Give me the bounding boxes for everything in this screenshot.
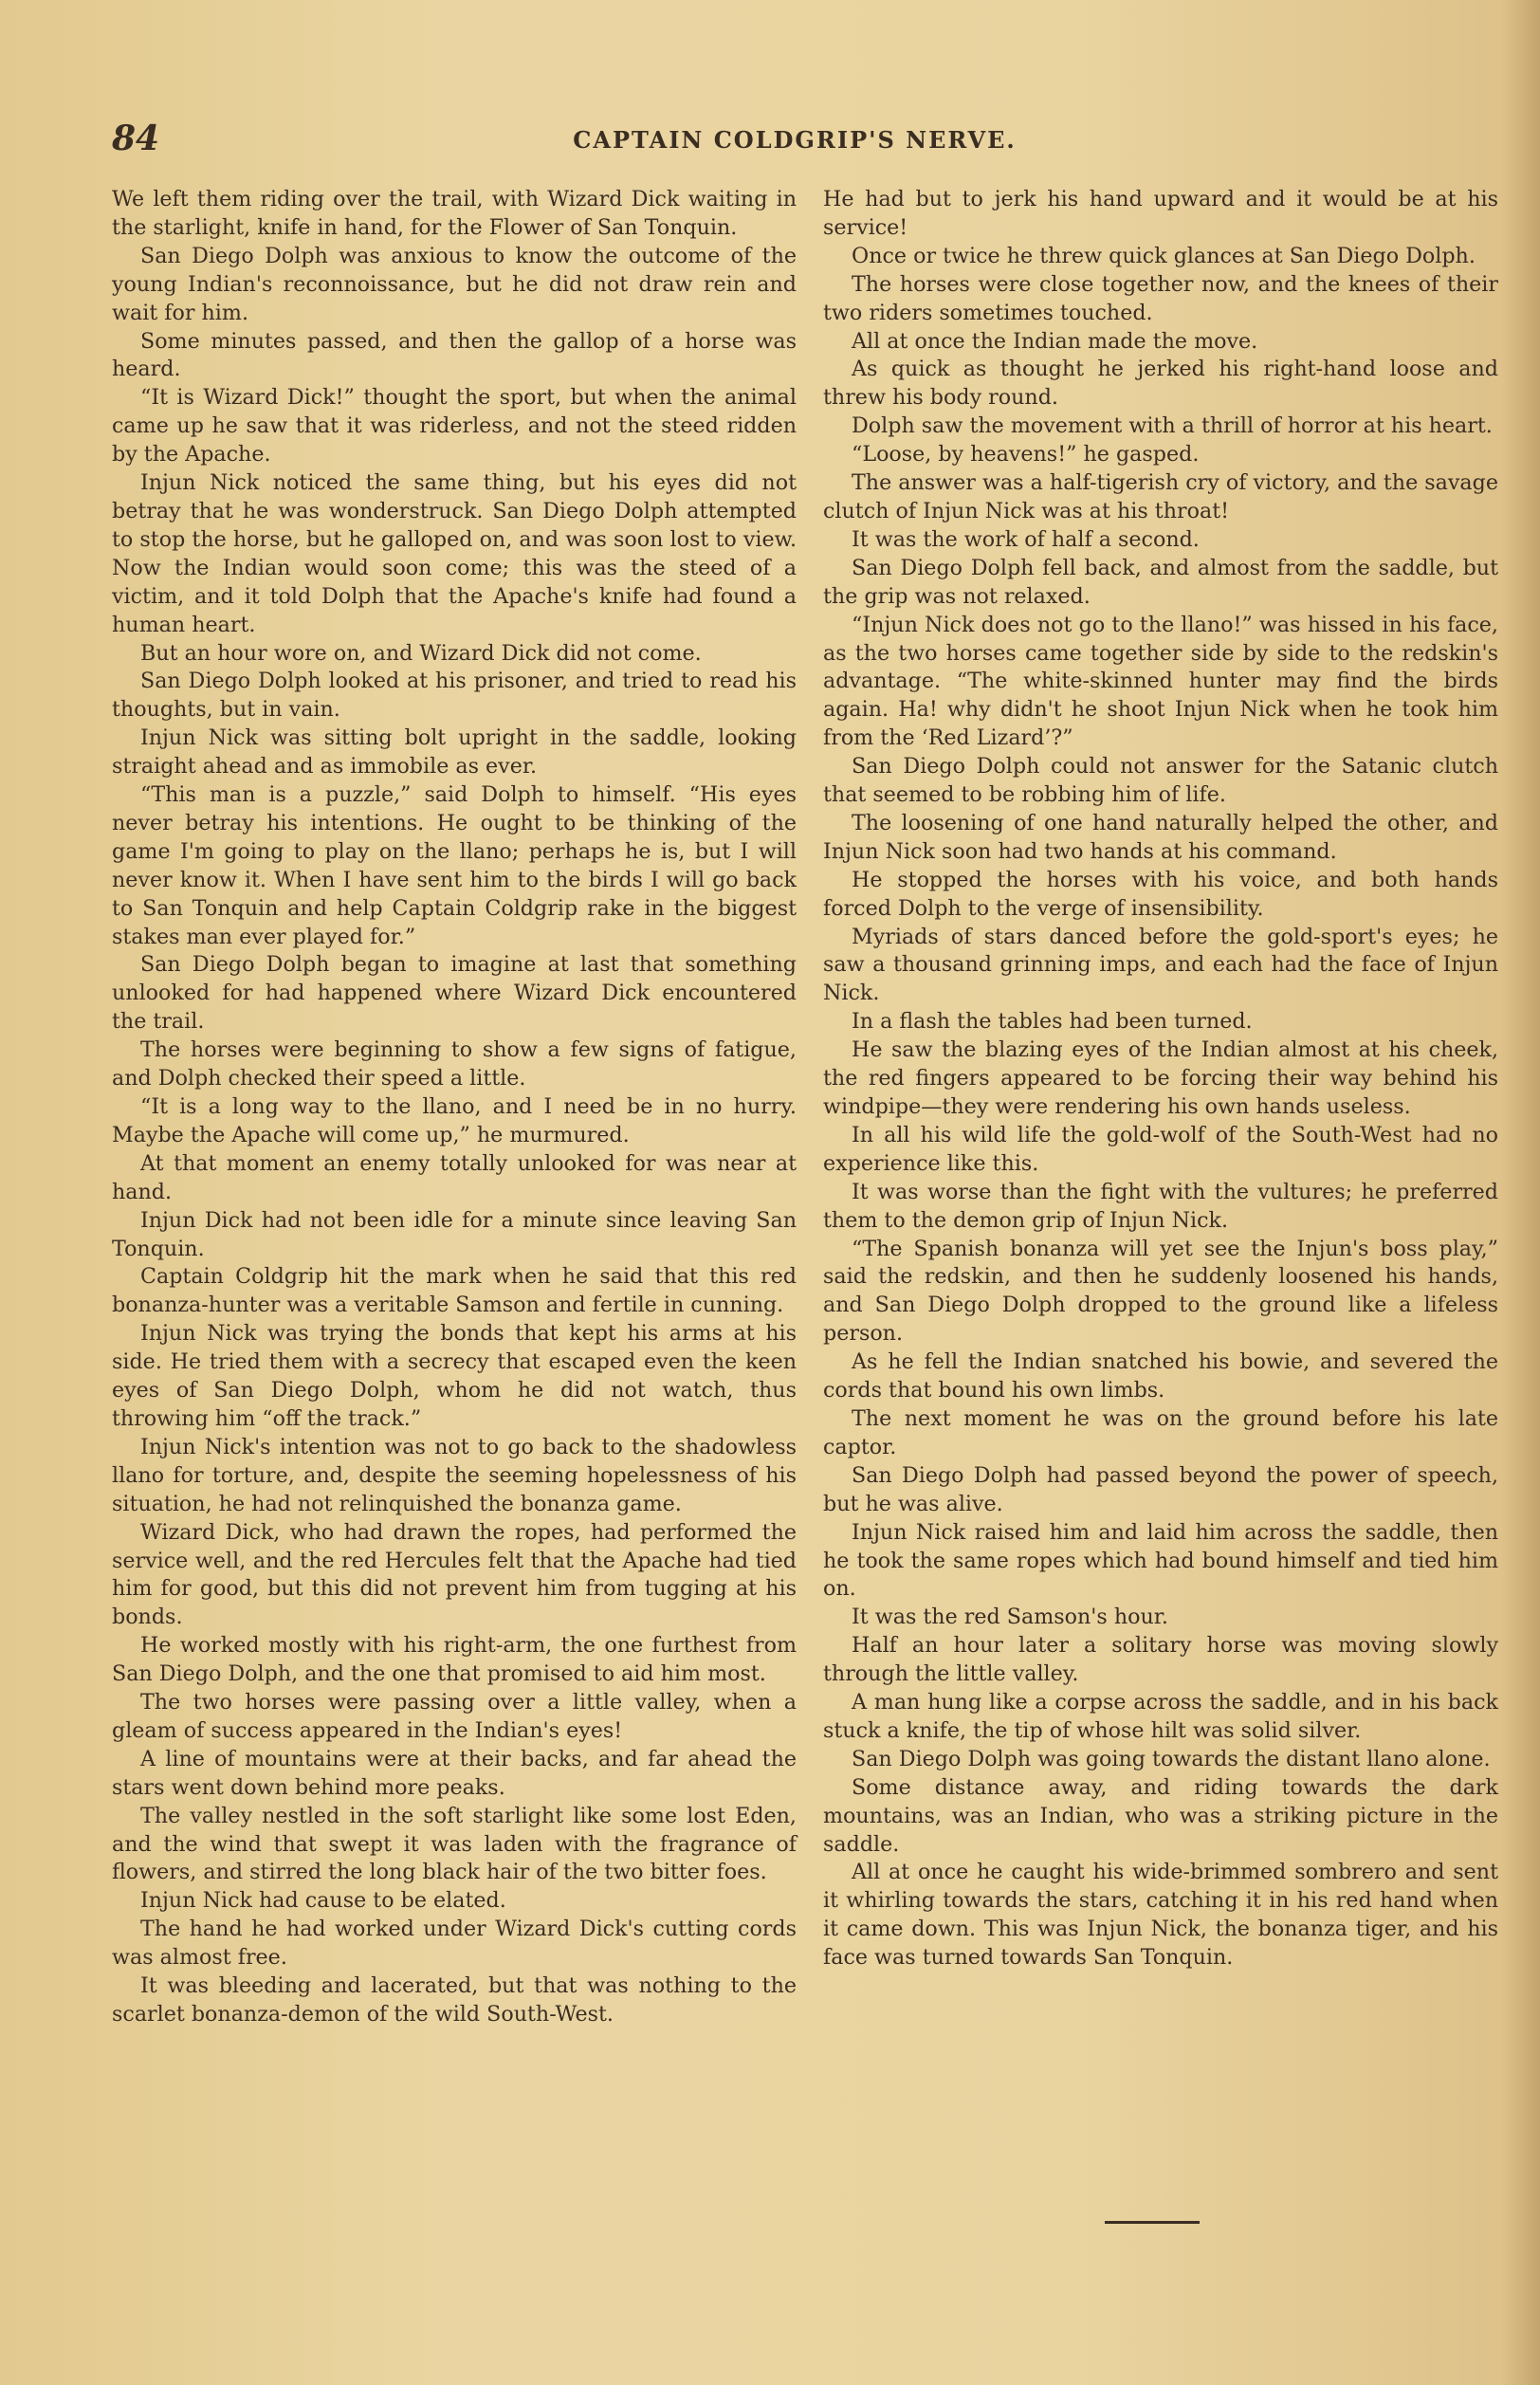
paragraph: It was the work of half a second. (852, 526, 1200, 552)
paragraph: He worked mostly with his right-arm, the one furthest from San Diego Dolph, and the one that promised to aid him most. (112, 1633, 797, 1687)
paragraph: At that moment an enemy totally unlooked for was near at hand. (112, 1150, 797, 1204)
paragraph: Once or twice he threw quick glances at San Diego Dolph. (852, 243, 1476, 268)
paragraph: Injun Nick's intention was not to go back to the shadowless llano for torture, and, despite the seeming hopelessness of his situation, he had not relinquished the bonanza game. (112, 1434, 797, 1516)
paragraph: Injun Nick raised him and laid him across the saddle, then he took the same ropes which had bound himself and tied him on. (823, 1519, 1498, 1602)
paragraph: San Diego Dolph looked at his prisoner, and tried to read his thoughts, but in vain. (112, 669, 797, 723)
paragraph: He had but to jerk his hand upward and it would be at his service! (823, 187, 1498, 240)
paragraph: As he fell the Indian snatched his bowie, and severed the cords that bound his own limbs. (823, 1349, 1498, 1403)
paragraph: A line of mountains were at their backs, and far ahead the stars went down behind more peaks. (112, 1746, 797, 1800)
paragraph: San Diego Dolph could not answer for the Satanic clutch that seemed to be robbing him of life. (823, 754, 1498, 808)
paragraph: “It is Wizard Dick!” thought the sport, but when the animal came up he saw that it was riderless, and not the steed ridden by the Apache. (112, 385, 797, 468)
paragraph: It was the red Samson's hour. (852, 1605, 1168, 1630)
paragraph: We left them riding over the trail, with Wizard Dick waiting in the starlight, knife in hand, for the Flower of San Tonquin. (112, 187, 797, 240)
paragraph: San Diego Dolph had passed beyond the power of speech, but he was alive. (823, 1462, 1498, 1516)
left-column (112, 186, 797, 2029)
paragraph: Captain Coldgrip hit the mark when he said that this red bonanza-hunter was a veritable Samson and fertile in cunning. (112, 1264, 797, 1318)
paragraph: Dolph saw the movement with a thrill of horror at his heart. (852, 413, 1493, 439)
paragraph: Myriads of stars danced before the gold-sport's eyes; he saw a thousand grinning imps, and each had the face of Injun Nick. (823, 924, 1498, 1006)
paragraph: “Injun Nick does not go to the llano!” was hissed in his face, as the two horses came together side by side to the redskin's advantage. “The white-skinned hunter may find the birds again. Ha! why didn't he shoot Injun Nick when he took him from the ‘Red Lizard’?” (823, 612, 1498, 751)
paragraph: As quick as thought he jerked his right-hand loose and threw his body round. (823, 357, 1498, 411)
paragraph: But an hour wore on, and Wizard Dick did not come. (140, 640, 702, 666)
paragraph: The valley nestled in the soft starlight like some lost Eden, and the wind that swept it was laden with the fragrance of flowers, and stirred the long black hair of the two bitter foes. (112, 1803, 797, 1885)
paragraph: The two horses were passing over a little valley, when a gleam of success appeared in the Indian's eyes! (112, 1690, 797, 1743)
end-rule (1105, 2221, 1200, 2224)
paragraph: He stopped the horses with his voice, and both hands forced Dolph to the verge of insensibility. (823, 867, 1498, 921)
paragraph: Some distance away, and riding towards the dark mountains, was an Indian, who was a striking picture in the saddle. (823, 1774, 1498, 1857)
paragraph: “The Spanish bonanza will yet see the Injun's boss play,” said the redskin, and then he suddenly loosened his hands, and San Diego Dolph dropped to the ground like a lifeless person. (823, 1236, 1498, 1347)
paragraph: “It is a long way to the llano, and I need be in no hurry. Maybe the Apache will come up,” he murmured. (112, 1094, 797, 1147)
paragraph: Wizard Dick, who had drawn the ropes, had performed the service well, and the red Hercules felt that the Apache had tied him for good, but this did not prevent him from tugging at his bonds. (112, 1519, 797, 1630)
paragraph: Half an hour later a solitary horse was moving slowly through the little valley. (823, 1633, 1498, 1687)
paragraph: The hand he had worked under Wizard Dick's cutting cords was almost free. (112, 1917, 797, 1971)
paragraph: The horses were close together now, and the knees of their two riders sometimes touched. (823, 271, 1498, 325)
paragraph: All at once he caught his wide-brimmed sombrero and sent it whirling towards the stars, catching it in his red hand when it came down. This was Injun Nick, the bonanza tiger, and his face was turned towards San Tonquin. (823, 1860, 1498, 1971)
paragraph: Injun Nick had cause to be elated. (140, 1888, 506, 1914)
page-number: 84 (112, 119, 160, 158)
paragraph: It was bleeding and lacerated, but that was nothing to the scarlet bonanza-demon of the wild South-West. (112, 1973, 797, 2027)
paragraph: San Diego Dolph was going towards the distant llano alone. (852, 1746, 1491, 1771)
paragraph: Injun Dick had not been idle for a minute since leaving San Tonquin. (112, 1207, 797, 1261)
paragraph: “This man is a puzzle,” said Dolph to himself. “His eyes never betray his intentions. He ought to be thinking of the game I'm going to play on the llano; perhaps he is, but I will never know it. When I have sent him to the birds I will go back to San Tonquin and help Captain Coldgrip rake in the biggest stakes man ever played for.” (112, 782, 797, 949)
paragraph: A man hung like a corpse across the saddle, and in his back stuck a knife, the tip of whose hilt was solid silver. (823, 1690, 1498, 1743)
paragraph: “Loose, by heavens!” he gasped. (852, 442, 1200, 468)
paragraph: It was worse than the fight with the vultures; he preferred them to the demon grip of Injun Nick. (823, 1179, 1498, 1233)
page-header (112, 119, 1477, 156)
right-column (823, 186, 1498, 1972)
paragraph: Some minutes passed, and then the gallop of a horse was heard. (112, 328, 797, 382)
running-title: CAPTAIN COLDGRIP'S NERVE. (573, 126, 1017, 154)
paragraph: San Diego Dolph fell back, and almost from the saddle, but the grip was not relaxed. (823, 555, 1498, 609)
paragraph: In all his wild life the gold-wolf of the South-West had no experience like this. (823, 1122, 1498, 1176)
paragraph: The answer was a half-tigerish cry of victory, and the savage clutch of Injun Nick was at his throat! (823, 470, 1498, 523)
paragraph: All at once the Indian made the move. (852, 328, 1258, 354)
paragraph: Injun Nick was sitting bolt upright in the saddle, looking straight ahead and as immobile as ever. (112, 725, 797, 780)
paragraph: Injun Nick was trying the bonds that kept his arms at his side. He tried them with a secrecy that escaped even the keen eyes of San Diego Dolph, whom he did not watch, thus throwing him “off the track.” (112, 1321, 797, 1431)
paragraph: The next moment he was on the ground before his late captor. (823, 1405, 1498, 1459)
paragraph: Injun Nick noticed the same thing, but his eyes did not betray that he was wonderstruck. San Diego Dolph attempted to stop the horse, but he galloped on, and was soon lost to view. Now the Indian would soon come; this was the steed of a victim, and it told Dolph that the Apache's knife had found a human heart. (112, 470, 797, 637)
paragraph: San Diego Dolph was anxious to know the outcome of the young Indian's reconnoissance, but he did not draw rein and wait for him. (112, 243, 797, 325)
paragraph: San Diego Dolph began to imagine at last that something unlooked for had happened where Wizard Dick encountered the trail. (112, 952, 797, 1035)
paragraph: In a flash the tables had been turned. (852, 1009, 1253, 1035)
paragraph: The loosening of one hand naturally helped the other, and Injun Nick soon had two hands at his command. (823, 810, 1498, 864)
paragraph: He saw the blazing eyes of the Indian almost at his cheek, the red fingers appeared to be forcing their way behind his windpipe—they were rendering his own hands useless. (823, 1037, 1498, 1119)
paragraph: The horses were beginning to show a few signs of fatigue, and Dolph checked their speed a little. (112, 1037, 797, 1092)
